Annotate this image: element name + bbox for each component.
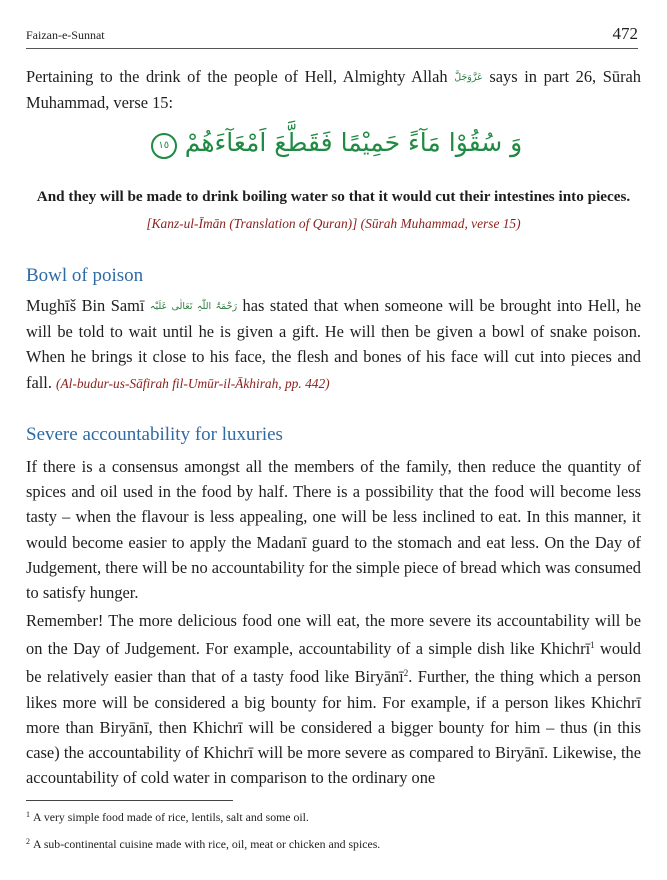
honorific-glyph: عَزَّوَجَلَّ (454, 72, 483, 83)
poison-paragraph (26, 293, 641, 396)
footnote-ref-1[interactable]: 1 (590, 640, 595, 651)
intro-text-start: Pertaining to the drink of the people of Hell, Almighty Allah (26, 67, 455, 86)
footnote-text: A very simple food made of rice, lentils, salt and some oil. (33, 810, 309, 824)
verse-citation: [Kanz-ul-Īmān (Translation of Quran)] (Sūrah Muhammad, verse 15) (146, 216, 521, 231)
poison-text-body: has stated that when someone will be brought into Hell, he will be told to wait until he is given a gift. He will then be given a bowl of snake poison. When he brings it close to his face, the flesh and bones of his face will cut into pieces and fall. (26, 296, 641, 392)
poison-reference: (Al-budur-us-Sāfirah fil-Umūr-il-Ākhirah, pp. 442) (56, 375, 330, 391)
footnote-mark: 2 (26, 837, 30, 846)
footnote-mark: 1 (26, 810, 30, 819)
header-divider (26, 48, 638, 49)
intro-text-end: says in part 26, Sūrah Muhammad, verse 15: (26, 67, 642, 113)
luxuries-text-a: Remember! The more delicious food one will eat, the more severe its accountability will be on the Day of Judgement. For example, accountability of a simple dish like Khichrī (26, 611, 641, 659)
section-heading-poison: Bowl of poison (26, 265, 144, 286)
honorific-glyph: رَحْمَۃُ اللّٰہِ تَعَالٰی عَلَیْہ (149, 301, 238, 312)
luxuries-paragraph-1: If there is a consensus amongst all the members of the family, then reduce the quantity of spices and oil used in the food by half. There is a possibility that the food will become less tasty – when the flavour is less appealing, one will be less inclined to eat. In this manner, it would become easier to apply the Madanī guard to the stomach and eat less. On the Day of Judgement, there will be no accountability for the simple piece of bread which was consumed to satisfy hunger. (26, 457, 641, 603)
page-number: 472 (612, 24, 638, 43)
verse-arabic-text: وَ سُقُوْا مَآءً حَمِیْمًا فَقَطَّعَ اَمْعَآءَهُمْ (184, 128, 523, 157)
footnote-2 (26, 837, 380, 852)
footnote-ref-2[interactable]: 2 (403, 668, 409, 679)
ayah-number-marker: ١٥ (151, 133, 177, 159)
footnote-divider (26, 800, 233, 801)
quran-verse (0, 128, 667, 159)
poison-text-start: Mughīš Bin Samī (26, 296, 150, 315)
luxuries-paragraph-2 (26, 608, 641, 790)
footnote-1 (26, 810, 309, 825)
running-header (26, 24, 638, 48)
book-title: Faizan-e-Sunnat (26, 28, 105, 42)
intro-paragraph (26, 64, 641, 115)
section-heading-luxuries: Severe accountability for luxuries (26, 424, 283, 445)
footnote-text: A sub-continental cuisine made with rice, oil, meat or chicken and spices. (33, 837, 381, 851)
luxuries-text-b: would be relatively easier than that of a tasty food like Biryānī (26, 639, 642, 687)
verse-translation: And they will be made to drink boiling water so that it would cut their intestines into pieces. (36, 188, 631, 205)
luxuries-text-c: . Further, the thing which a person likes more will be considered a big bounty for him. For example, if a person likes Khichrī more than Biryānī, then Khichrī will be considered a bigger bounty for him – thus (in this case) the accountability of Khichrī will be more severe as compared to Biryānī. Likewise, the accountability of cold water in comparison to the ordinary one (26, 667, 642, 788)
